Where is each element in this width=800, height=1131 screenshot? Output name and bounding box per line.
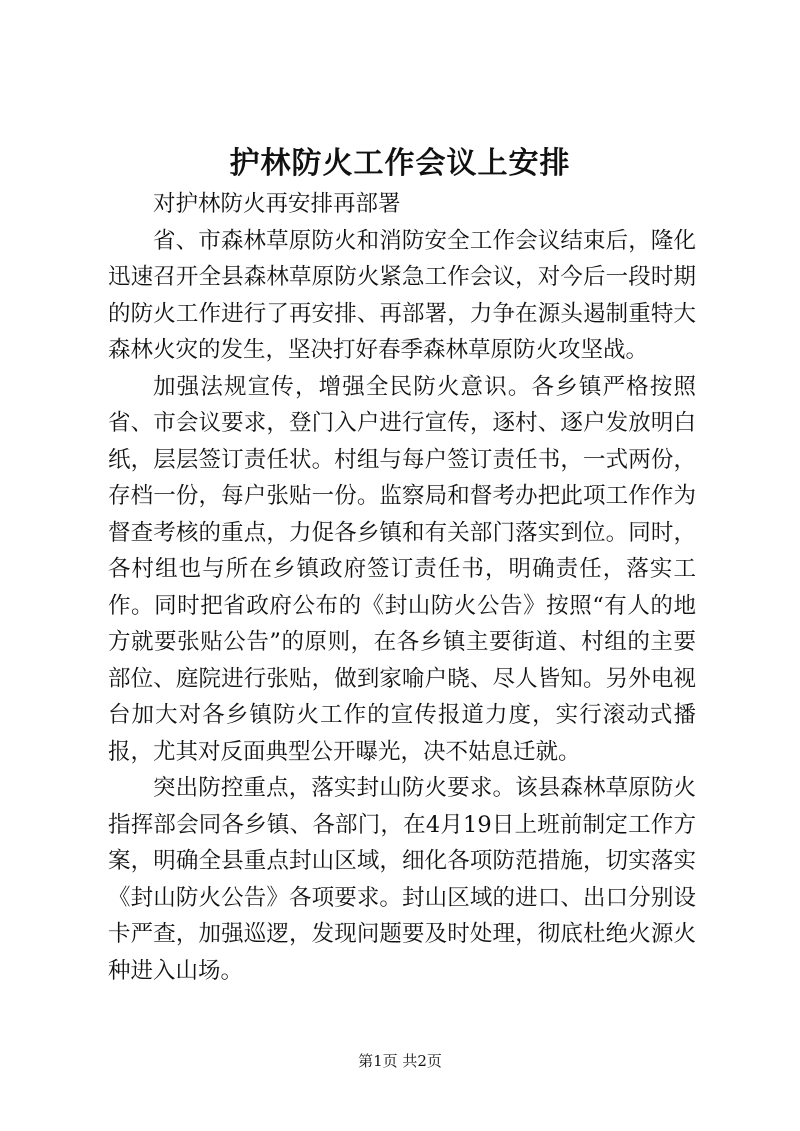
paragraph-2: 加强法规宣传，增强全民防火意识。各乡镇严格按照省、市会议要求，登门入户进行宣传，逐村、逐户发放明白纸，层层签订责任状。村组与每户签订责任书，一式两份，存档一份，每户张贴一份。监察局和督考办把此项工作作为督查考核的重点，力促各乡镇和有关部门落实到位。同时，各村组也与所在乡镇政府签订责任书，明确责任，落实工作。同时把省政府公布的《封山防火公告》按照“有人的地方就要张贴公告”的原则，在各乡镇主要街道、村组的主要部位、庭院进行张贴，做到家喻户晓、尽人皆知。另外电视台加大对各乡镇防火工作的宣传报道力度，实行滚动式播报，尤其对反面典型公开曝光，决不姑息迁就。	[108, 373, 696, 765]
paragraph-1: 省、市森林草原防火和消防安全工作会议结束后，隆化迅速召开全县森林草原防火紧急工作会议，对今后一段时期的防火工作进行了再安排、再部署，力争在源头遏制重特大森林火灾的发生，坚决打好春季森林草原防火攻坚战。	[108, 227, 696, 363]
document-body	[108, 186, 696, 989]
paragraph-3: 突出防控重点，落实封山防火要求。该县森林草原防火指挥部会同各乡镇、各部门，在4月19日上班前制定工作方案，明确全县重点封山区域，细化各项防范措施，切实落实《封山防火公告》各项要求。封山区域的进口、出口分别设卡严查，加强巡逻，发现问题要及时处理，彻底杜绝火源火种进入山场。	[108, 775, 696, 984]
page-title: 护林防火工作会议上安排	[229, 146, 571, 181]
document-subtitle: 对护林防火再安排再部署	[153, 191, 401, 217]
page-footer: 第1页 共2页	[358, 1052, 442, 1070]
